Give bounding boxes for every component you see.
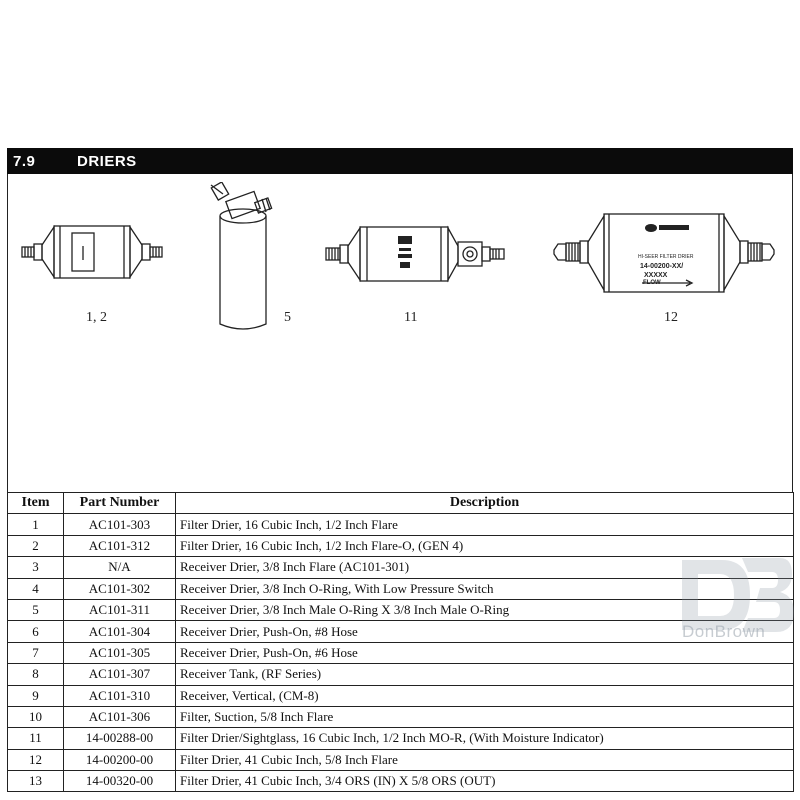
- vertical-receiver-drier-figure-5: [208, 182, 278, 334]
- part-number-cell: AC101-303: [64, 514, 176, 535]
- part-number-cell: 14-00320-00: [64, 771, 176, 792]
- description-cell: Receiver, Vertical, (CM-8): [176, 685, 794, 706]
- stamp-line-4: FLOW: [643, 280, 661, 286]
- table-header-row: [8, 493, 794, 514]
- description-cell: Receiver Drier, Push-On, #8 Hose: [176, 621, 794, 642]
- item-cell: 5: [8, 599, 64, 620]
- table-row: [8, 771, 794, 792]
- part-number-cell: AC101-304: [64, 621, 176, 642]
- item-cell: 7: [8, 642, 64, 663]
- table-row: [8, 706, 794, 727]
- description-cell: Filter Drier, 16 Cubic Inch, 1/2 Inch Flare-O, (GEN 4): [176, 535, 794, 556]
- section-number: 7.9: [13, 152, 36, 170]
- watermark-text: DonBrown: [682, 622, 766, 641]
- item-cell: 13: [8, 771, 64, 792]
- description-cell: Receiver Drier, 3/8 Inch O-Ring, With Low Pressure Switch: [176, 578, 794, 599]
- description-cell: Receiver Drier, Push-On, #6 Hose: [176, 642, 794, 663]
- item-cell: 3: [8, 557, 64, 578]
- part-number-cell: 14-00200-00: [64, 749, 176, 770]
- figure-label-12: 12: [664, 310, 678, 325]
- column-header-part-number: Part Number: [64, 493, 176, 514]
- item-cell: 10: [8, 706, 64, 727]
- stamp-line-3: XXXXX: [644, 272, 668, 279]
- part-number-cell: 14-00288-00: [64, 728, 176, 749]
- column-header-item: Item: [8, 493, 64, 514]
- item-cell: 9: [8, 685, 64, 706]
- part-number-cell: AC101-305: [64, 642, 176, 663]
- part-number-cell: AC101-311: [64, 599, 176, 620]
- item-cell: 6: [8, 621, 64, 642]
- description-cell: Receiver Tank, (RF Series): [176, 664, 794, 685]
- description-cell: Filter Drier, 16 Cubic Inch, 1/2 Inch Flare: [176, 514, 794, 535]
- figure-label-5: 5: [284, 310, 291, 325]
- part-number-cell: AC101-307: [64, 664, 176, 685]
- filter-drier-figure-1-2: [20, 218, 170, 288]
- part-number-cell: N/A: [64, 557, 176, 578]
- figure-label-1-2: 1, 2: [86, 310, 107, 325]
- section-header-bar: [7, 148, 793, 174]
- part-number-cell: AC101-312: [64, 535, 176, 556]
- stamp-line-2: 14-00200-XX/: [640, 263, 684, 270]
- part-number-cell: AC101-302: [64, 578, 176, 599]
- description-cell: Receiver Drier, 3/8 Inch Flare (AC101-301): [176, 557, 794, 578]
- stamp-line-1: HI-SEER FILTER DRIER: [638, 254, 694, 260]
- part-number-cell: AC101-306: [64, 706, 176, 727]
- table-row: [8, 664, 794, 685]
- table-row: [8, 728, 794, 749]
- item-cell: 1: [8, 514, 64, 535]
- table-row: [8, 749, 794, 770]
- description-cell: Filter, Suction, 5/8 Inch Flare: [176, 706, 794, 727]
- item-cell: 8: [8, 664, 64, 685]
- parts-illustration-panel: [7, 174, 793, 492]
- item-cell: 2: [8, 535, 64, 556]
- description-cell: Filter Drier, 41 Cubic Inch, 5/8 Inch Flare: [176, 749, 794, 770]
- description-cell: Filter Drier, 41 Cubic Inch, 3/4 ORS (IN) X 5/8 ORS (OUT): [176, 771, 794, 792]
- item-cell: 12: [8, 749, 64, 770]
- part-number-cell: AC101-310: [64, 685, 176, 706]
- description-cell: Filter Drier/Sightglass, 16 Cubic Inch, 1/2 Inch MO-R, (With Moisture Indicator): [176, 728, 794, 749]
- description-cell: Receiver Drier, 3/8 Inch Male O-Ring X 3/8 Inch Male O-Ring: [176, 599, 794, 620]
- section-title: DRIERS: [77, 152, 137, 170]
- item-cell: 11: [8, 728, 64, 749]
- filter-drier-sightglass-figure-11: [322, 222, 512, 286]
- column-header-description: Description: [176, 493, 794, 514]
- figure-label-11: 11: [404, 310, 418, 325]
- item-cell: 4: [8, 578, 64, 599]
- table-row: [8, 685, 794, 706]
- table-row: [8, 514, 794, 535]
